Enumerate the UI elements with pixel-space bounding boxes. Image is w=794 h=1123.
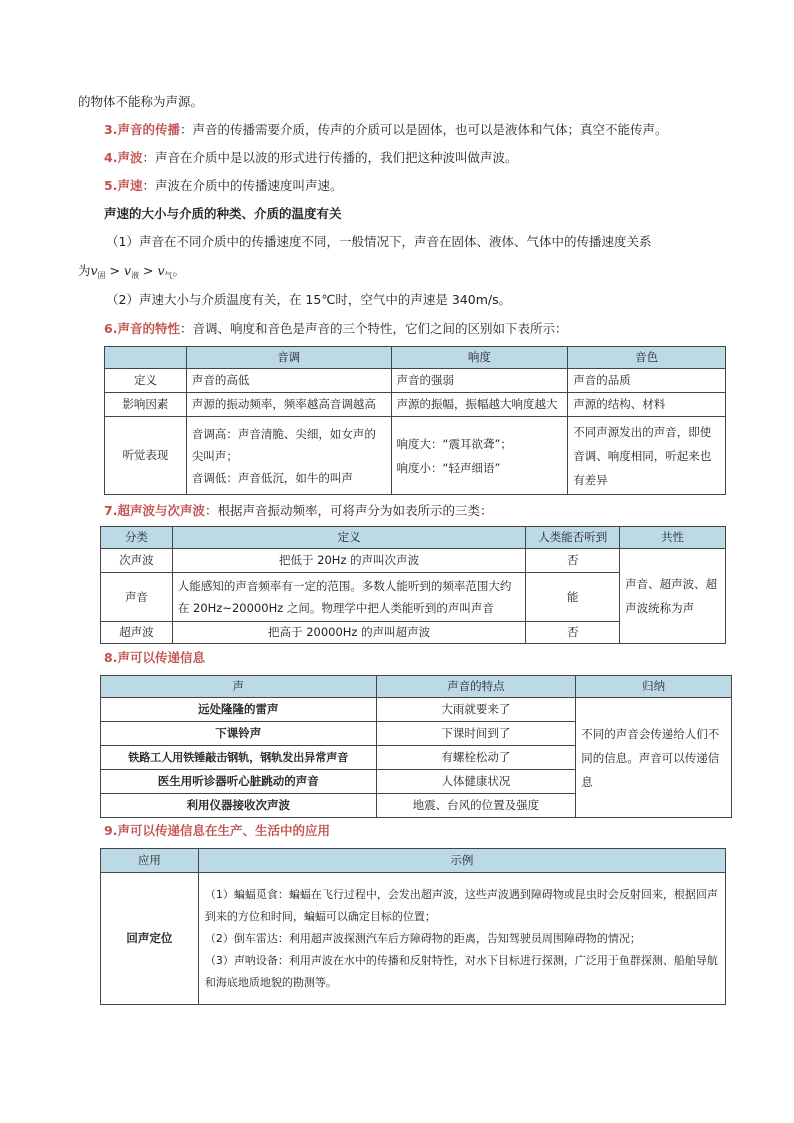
table-cell: 声音的强弱 xyxy=(391,369,568,393)
row-label: 声音 xyxy=(101,573,173,622)
table-cell xyxy=(186,417,391,495)
table-cell: 声音的高低 xyxy=(186,369,391,393)
heading-sound-wave: 4.声波 xyxy=(104,150,143,165)
sound-cell: 下课铃声 xyxy=(101,722,377,746)
table-header: 应用 xyxy=(101,849,199,873)
table-header: 音调 xyxy=(186,347,391,369)
table-cell xyxy=(391,417,568,495)
feature-cell: 人体健康状况 xyxy=(376,770,576,794)
table-cell: 人能感知的声音频率有一定的范围。多数人能听到的频率范围大约在 20Hz~20000Hz 之间。物理学中把人类能听到的声叫声音 xyxy=(172,573,525,622)
loudness-low: 响度小：“轻声细语” xyxy=(396,460,501,475)
velocity-symbol: v xyxy=(124,263,132,278)
paragraph-sound-propagation xyxy=(104,121,667,139)
period: 。 xyxy=(172,263,186,278)
feature-cell: 有螺栓松动了 xyxy=(376,746,576,770)
table-cell: 声音的品质 xyxy=(568,369,726,393)
table-header: 音色 xyxy=(568,347,726,369)
table-header: 共性 xyxy=(620,527,726,549)
heading-applications: 9.声可以传递信息在生产、生活中的应用 xyxy=(104,823,330,838)
greater-than: > xyxy=(139,263,158,278)
paragraph-sound-wave xyxy=(104,149,517,167)
sound-classification-table xyxy=(100,526,726,644)
heading-ultrasound-infrasound: 7.超声波与次声波 xyxy=(104,503,205,518)
gas-subscript: 气 xyxy=(164,271,173,280)
examples-cell xyxy=(198,873,725,1005)
sound-cell: 医生用听诊器听心脏跳动的声音 xyxy=(101,770,377,794)
table-cell: 声源的振动频率，频率越高音调越高 xyxy=(186,393,391,417)
row-label: 定义 xyxy=(105,369,187,393)
text-sound-propagation: ：声音的传播需要介质，传声的介质可以是固体，也可以是液体和气体；真空不能传声。 xyxy=(179,122,668,137)
table-header: 响度 xyxy=(391,347,568,369)
table-cell: 能 xyxy=(526,573,620,622)
row-label: 影响因素 xyxy=(105,393,187,417)
heading-sound-characteristics: 6.声音的特性 xyxy=(104,321,180,336)
table-header: 声音的特点 xyxy=(376,676,576,698)
table-cell: 声源的振幅，振幅越大响度越大 xyxy=(391,393,568,417)
table-cell: 否 xyxy=(526,549,620,573)
row-label: 超声波 xyxy=(101,622,173,644)
speed-point-2: （2）声速大小与介质温度有关，在 15℃时，空气中的声速是 340m/s。 xyxy=(106,292,512,307)
table-cell: 否 xyxy=(526,622,620,644)
paragraph-sound-source-end: 的物体不能称为声源。 xyxy=(78,94,204,109)
speed-factors-title: 声速的大小与介质的种类、介质的温度有关 xyxy=(104,206,342,221)
paragraph-ultrasound-infrasound xyxy=(104,502,492,520)
information-table xyxy=(100,675,732,818)
liquid-subscript: 液 xyxy=(131,271,140,280)
heading-sound-speed: 5.声速 xyxy=(104,178,143,193)
text-ultrasound-infrasound: ：根据声音振动频率，可将声分为如表所示的三类： xyxy=(204,503,493,518)
table-header: 定义 xyxy=(172,527,525,549)
table-header: 分类 xyxy=(101,527,173,549)
table-cell: 把高于 20000Hz 的声叫超声波 xyxy=(172,622,525,644)
pitch-low: 音调低：声音低沉，如牛的叫声 xyxy=(191,470,353,485)
paragraph-sound-speed xyxy=(104,177,342,195)
paragraph-sound-characteristics xyxy=(104,320,567,338)
loudness-high: 响度大：“震耳欲聋”； xyxy=(396,436,512,451)
applications-table xyxy=(100,848,726,1005)
pitch-high: 音调高：声音清脆、尖细，如女声的尖叫声； xyxy=(191,426,376,463)
characteristics-table xyxy=(104,346,726,495)
example-parking-radar: （2）倒车雷达：利用超声波探测汽车后方障碍物的距离，告知驾驶员周围障碍物的情况； xyxy=(204,931,641,945)
row-label: 次声波 xyxy=(101,549,173,573)
table-header: 归纳 xyxy=(576,676,732,698)
row-label: 听觉表现 xyxy=(105,417,187,495)
speed-point-1: （1）声音在不同介质中的传播速度不同，一般情况下，声音在固体、液体、气体中的传播速度关系 xyxy=(106,234,652,249)
text-sound-speed: ：声波在介质中的传播速度叫声速。 xyxy=(142,178,343,193)
greater-than: > xyxy=(105,263,124,278)
speed-relation xyxy=(78,262,185,285)
sound-cell: 远处隆隆的雷声 xyxy=(101,698,377,722)
sound-cell: 铁路工人用铁锤敲击钢轨，钢轨发出异常声音 xyxy=(101,746,377,770)
velocity-symbol: v xyxy=(157,263,165,278)
table-header xyxy=(105,347,187,369)
table-header: 示例 xyxy=(198,849,725,873)
heading-information-transfer: 8.声可以传递信息 xyxy=(104,650,205,665)
table-header: 声 xyxy=(101,676,377,698)
text-sound-characteristics: ：音调、响度和音色是声音的三个特性，它们之间的区别如下表所示： xyxy=(179,321,568,336)
text-sound-wave: ：声音在介质中是以波的形式进行传播的，我们把这种波叫做声波。 xyxy=(142,150,518,165)
heading-sound-propagation: 3.声音的传播 xyxy=(104,122,180,137)
example-sonar: （3）声呐设备：利用声波在水中的传播和反射特性，对水下目标进行探测，广泛用于鱼群探测、船舶导航和海底地质地貌的勘测等。 xyxy=(204,953,718,989)
table-cell: 把低于 20Hz 的声叫次声波 xyxy=(172,549,525,573)
sound-cell: 利用仪器接收次声波 xyxy=(101,794,377,818)
table-cell: 不同声源发出的声音，即使音调、响度相同，听起来也有差异 xyxy=(568,417,726,495)
example-bat: （1）蝙蝠觅食：蝙蝠在飞行过程中，会发出超声波，这些声波遇到障碍物或昆虫时会反射回来，根据回声到来的方位和时间，蝙蝠可以确定目标的位置； xyxy=(204,887,718,923)
speed-relation-prefix: 为 xyxy=(78,263,91,278)
solid-subscript: 固 xyxy=(97,271,106,280)
feature-cell: 下课时间到了 xyxy=(376,722,576,746)
velocity-symbol: v xyxy=(90,263,98,278)
feature-cell: 大雨就要来了 xyxy=(376,698,576,722)
common-cell: 声音、超声波、超声波统称为声 xyxy=(620,549,726,644)
row-label: 回声定位 xyxy=(101,873,199,1005)
summary-cell: 不同的声音会传递给人们不同的信息。声音可以传递信息 xyxy=(576,698,732,818)
table-header: 人类能否听到 xyxy=(526,527,620,549)
feature-cell: 地震、台风的位置及强度 xyxy=(376,794,576,818)
table-cell: 声源的结构、材料 xyxy=(568,393,726,417)
